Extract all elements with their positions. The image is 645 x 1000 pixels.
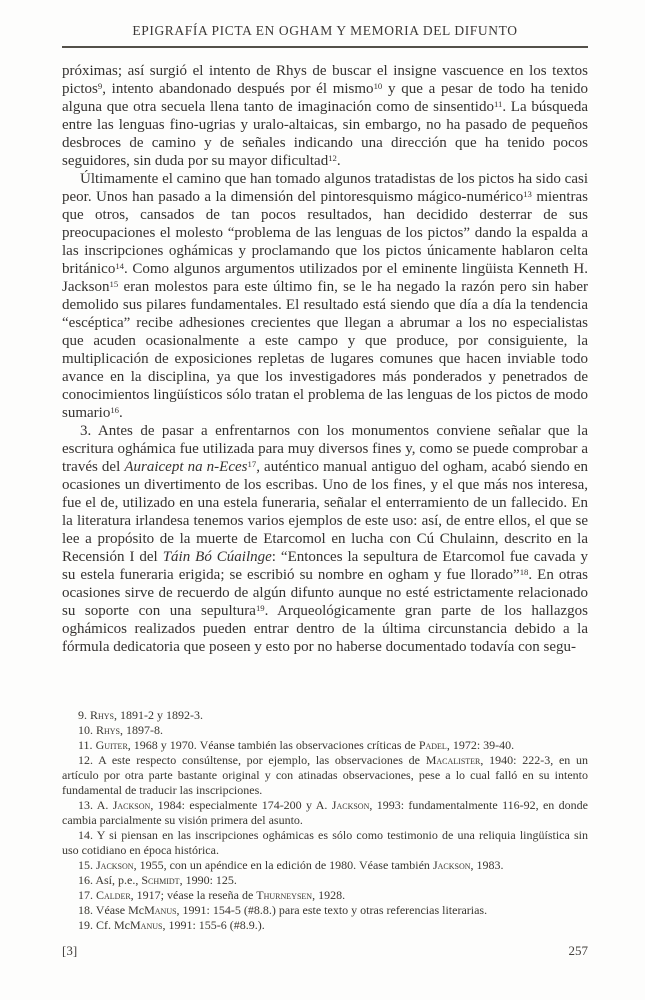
footnote-ref: 12 (328, 153, 337, 164)
italic-work-title: Táin Bó Cúailnge (162, 549, 272, 565)
text-run: , 1991: 154-5 (#8.8.) para este texto y otras referencias literarias. (176, 903, 488, 917)
author-name-smallcaps: Schmidt (141, 873, 180, 887)
author-name-smallcaps: Jackson (331, 798, 370, 812)
text-run: , 1940: 222-3, en un artículo por otra parte bastante original y con atinadas observaciones, pese a lo cual falló en su intento fundamental de traducir las inscripciones. (62, 753, 589, 797)
author-name-smallcaps: Jackson (432, 858, 471, 872)
author-name-smallcaps: Guiter (95, 738, 128, 752)
footnote-ref: 16 (110, 405, 120, 416)
text-run: . (336, 153, 341, 169)
text-run: 13. A. (78, 798, 113, 812)
footnote-item (62, 738, 588, 753)
text-run: 9. (78, 708, 90, 722)
text-run: 17. (78, 888, 96, 902)
text-run: , 1897-8. (120, 723, 164, 737)
footnote-item (62, 723, 588, 738)
text-run: , 1968 y 1970. Véanse también las observaciones críticas de (127, 738, 419, 752)
page-number: 257 (568, 943, 588, 958)
footnote-ref: 19 (255, 603, 265, 614)
author-name-smallcaps: Manus (130, 918, 163, 932)
text-run: , 1917; véase la reseña de (130, 888, 257, 902)
text-run: , auténtico manual antiguo del ogham, acabó siendo en ocasiones un divertimento de los escribas. Uno de los fines, y el que más nos interesa, fue el de, utilizado en una estela funeraria, señalar el enterramiento de un fallecido. En la literatura irlandesa tenemos varios ejemplos de este uso: así, de entre ellos, el que se lee a propósito de la muerte de Etarcomol en lucha con Cú Chulainn, descrito en la Recensión I del (62, 459, 589, 565)
footnote-item (62, 708, 588, 723)
text-run: 10. (78, 723, 96, 737)
author-name-smallcaps: Jackson (112, 798, 151, 812)
text-run: , 1928. (312, 888, 346, 902)
sheet-index: [3] (62, 943, 78, 958)
text-run: . La búsqueda entre las lenguas fino-ugrias y uralo-altaicas, sin embargo, no ha pasado de pequeños desbroces de camino y de señales indicando una dirección que ha tenido pocos seguidores, sin duda por su mayor dificultad (62, 99, 588, 169)
page-footer (62, 943, 588, 959)
author-name-smallcaps: Rhys (96, 723, 121, 737)
text-run: 16. Así, p.e., (78, 873, 142, 887)
text-run: , 1955, con un apéndice en la edición de 1980. Véase también (133, 858, 433, 872)
author-name-smallcaps: Rhys (90, 708, 115, 722)
text-run: . Arqueológicamente gran parte de los hallazgos oghámicos realizados pueden entrar dentro de la última circunstancia debido a la fórmula dedicatoria que poseen y esto por no haberse documentado todavía con segu- (62, 603, 588, 655)
author-name-smallcaps: Manus (144, 903, 177, 917)
body-paragraph (62, 422, 588, 656)
body-text (62, 62, 588, 656)
text-run: eran molestos para este último fin, se le ha negado la razón pero sin haber demolido sus pilares fundamentales. El resultado está siendo que día a día la tendencia “escéptica” recibe adhesiones crecientes que llegan a abrumar a los no especialistas que acuden ocasionalmente a este campo y que produce, por consiguiente, la multiplicación de exposiciones repletas de lugares comunes que hacen inviable todo avance en la disciplina, ya que los investigadores más ponderados y penetrados de conocimientos lingüísticos sólo tratan el problema de las lenguas de los pictos de modo sumario (62, 279, 588, 421)
text-run: , 1984: especialmente 174-200 y A. (150, 798, 332, 812)
text-run: . En otras ocasiones sirve de recuerdo de algún difunto aunque no esté estrictamente relacionado su soporte con una sepultura (62, 567, 589, 619)
author-name-smallcaps: Padel (418, 738, 447, 752)
text-run: , 1993: fundamentalmente 116-92, en donde cambia parcialmente su visión primera del asunto. (62, 798, 588, 827)
footnote-ref: 13 (523, 189, 532, 200)
text-run: 11. (78, 738, 96, 752)
text-run: 14. Y si piensan en las inscripciones oghámicas es sólo como testimonio de una reliquia lingüística sin uso cotidiano en época histórica. (62, 828, 588, 857)
text-run: Últimamente el camino que han tomado algunos tratadistas de los pictos ha sido casi peor. Unos han pasado a la dimensión del pintoresquismo mágico-numérico (62, 171, 588, 205)
footnote-ref: 14 (115, 261, 125, 272)
footnote-ref: 9 (97, 81, 103, 92)
author-name-smallcaps: Macalister (425, 753, 481, 767)
text-run: , 1972: 39-40. (446, 738, 515, 752)
body-paragraph (62, 62, 588, 170)
footnote-item (62, 828, 588, 858)
text-run: próximas; así surgió el intento de Rhys de buscar el insigne vascuence en los textos pictos (62, 63, 588, 97)
footnote-ref: 11 (493, 99, 503, 110)
text-run: 18. Véase Mc (78, 903, 145, 917)
footnote-ref: 17 (247, 459, 257, 470)
footnote-ref: 18 (519, 567, 529, 578)
text-run: 12. A este respecto consúltense, por ejemplo, las observaciones de (78, 753, 426, 767)
text-run: . (119, 405, 123, 421)
text-run: y que a pesar de todo ha tenido alguna que otra secuela llena tanto de imaginación como de sinsentido (62, 81, 588, 115)
text-run: , 1983. (470, 858, 504, 872)
text-run: . Como algunos argumentos utilizados por el eminente lingüista Kenneth H. Jackson (62, 261, 588, 295)
footnote-item (62, 858, 588, 873)
text-run: , intento abandonado después por él mismo (102, 81, 374, 97)
running-header-title: EPIGRAFÍA PICTA EN OGHAM Y MEMORIA DEL DIFUNTO (132, 23, 518, 38)
header-rule (62, 46, 588, 48)
footnote-item (62, 798, 588, 828)
footnote-item (62, 873, 588, 888)
body-paragraph (62, 170, 588, 422)
author-name-smallcaps: Calder (96, 888, 131, 902)
author-name-smallcaps: Thurneysen (256, 888, 313, 902)
author-name-smallcaps: Jackson (96, 858, 134, 872)
footnote-item (62, 888, 588, 903)
footnote-item (62, 918, 588, 933)
footnote-item (62, 903, 588, 918)
text-run: 15. (78, 858, 96, 872)
footnote-item (62, 753, 588, 798)
text-run: , 1891-2 y 1892-3. (114, 708, 204, 722)
text-run: 3. Antes de pasar a enfrentarnos con los monumentos conviene señalar que la escritura oghámica fue utilizada para muy diversos fines y, como se puede comprobar a través del (62, 423, 588, 475)
footnote-ref: 10 (373, 81, 383, 92)
footnotes-section (62, 708, 588, 933)
text-run: , 1990: 125. (179, 873, 237, 887)
text-run: : “Entonces la sepultura de Etarcomol fue cavada y su estela funeraria erigida; se escribió su nombre en ogham y fue llorado” (62, 549, 588, 583)
text-run: 19. Cf. Mc (78, 918, 130, 932)
italic-work-title: Auraicept na n-Eces (124, 459, 248, 475)
footnote-ref: 15 (109, 279, 119, 290)
text-run: mientras que otros, cansados de tan pocos resultados, han decidido desterrar de sus preocupaciones el molesto “problema de las lenguas de los pictos” dando la espalda a las inscripciones oghámicas y proclamando que los pictos únicamente hablaron celta británico (62, 189, 588, 277)
text-run: , 1991: 155-6 (#8.9.). (162, 918, 265, 932)
